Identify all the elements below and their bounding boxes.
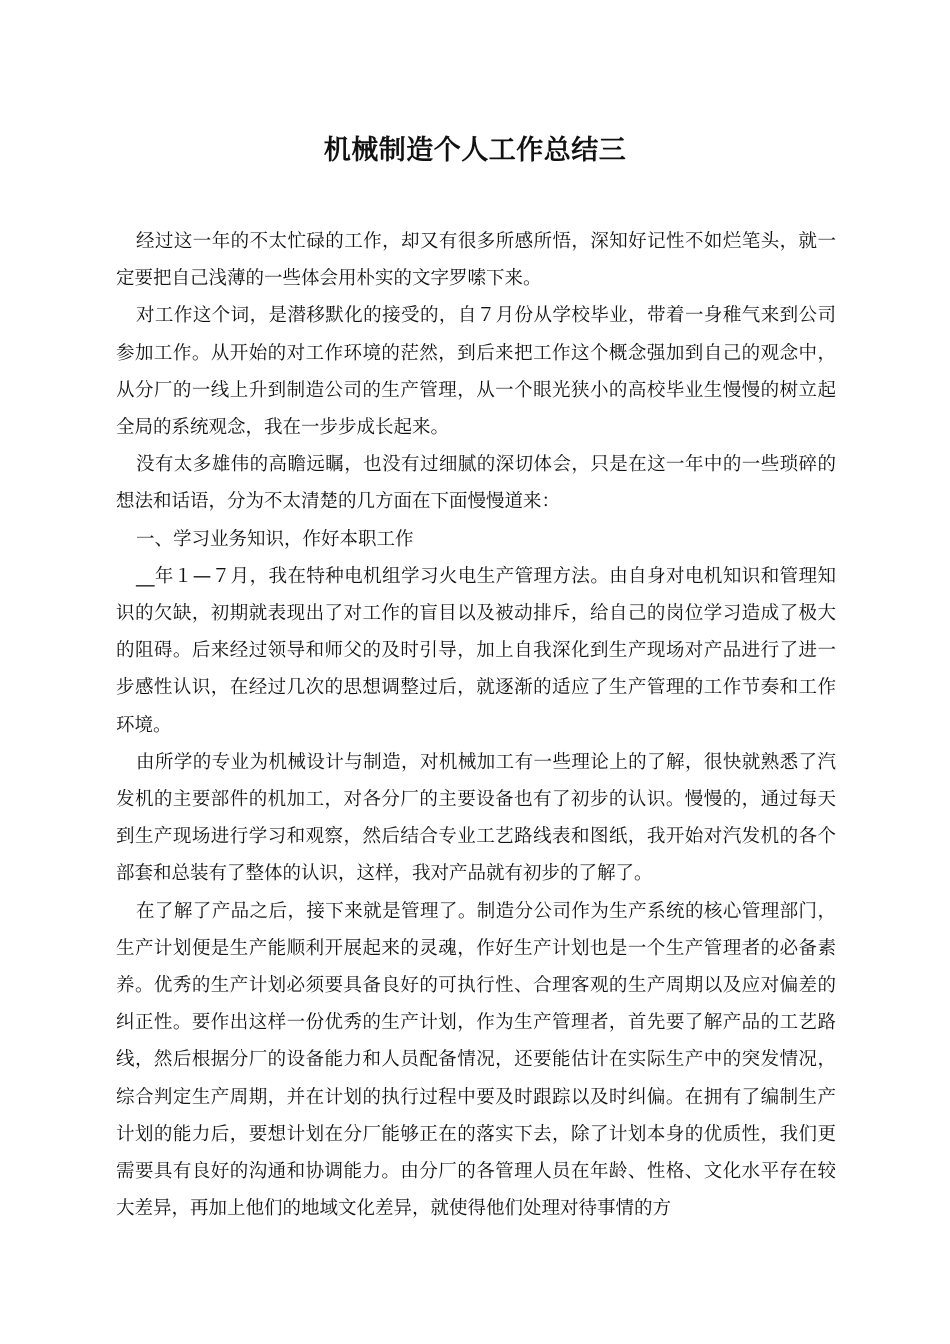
document-title: 机械制造个人工作总结三 bbox=[323, 135, 627, 166]
paragraph-work-start: 对工作这个词，是潜移默化的接受的，自７月份从学校毕业，带着一身稚气来到公司参加工作。从开始的对工作环境的茫然，到后来把工作这个概念强加到自己的观念中，从分厂的一线上升到制造公司的生产管理，从一个眼光狭小的高校毕业生慢慢的树立起全局的系统观念，我在一步步成长起来。 bbox=[116, 305, 836, 439]
paragraph-product: 由所学的专业为机械设计与制造，对机械加工有一些理论上的了解，很快就熟悉了汽发机的主要部件的机加工，对各分厂的主要设备也有了初步的认识。慢慢的，通过每天到生产现场进行学习和观察，然后结合专业工艺路线表和图纸，我开始对汽发机的各个部套和总装有了整体的认识，这样，我对产品就有初步的了解了。 bbox=[116, 751, 836, 885]
paragraph-study: __年１—７月，我在特种电机组学习火电生产管理方法。由自身对电机知识和管理知识的欠缺，初期就表现出了对工作的盲目以及被动排斥，给自己的岗位学习造成了极大的阻碍。后来经过领导和师父的及时引导，加上自我深化到生产现场对产品进行了进一步感性认识，在经过几次的思想调整过后，就逐渐的适应了生产管理的工作节奏和工作环境。 bbox=[116, 565, 836, 736]
paragraph-intro: 经过这一年的不太忙碌的工作，却又有很多所感所悟，深知好记性不如烂笔头，就一定要把自己浅薄的一些体会用朴实的文字罗嗦下来。 bbox=[116, 231, 836, 290]
paragraph-management: 在了解了产品之后，接下来就是管理了。制造分公司作为生产系统的核心管理部门，生产计划便是生产能顺利开展起来的灵魂，作好生产计划也是一个生产管理者的必备素养。优秀的生产计划必须要具备良好的可执行性、合理客观的生产周期以及应对偏差的纠正性。要作出这样一份优秀的生产计划，作为生产管理者，首先要了解产品的工艺路线，然后根据分厂的设备能力和人员配备情况，还要能估计在实际生产中的突发情况，综合判定生产周期，并在计划的执行过程中要及时跟踪以及时纠偏。在拥有了编制生产计划的能力后，要想计划在分厂能够正在的落实下去，除了计划本身的优质性，我们更需要具有良好的沟通和协调能力。由分厂的各管理人员在年龄、性格、文化水平存在较大差异，再加上他们的地域文化差异，就使得他们处理对待事情的方 bbox=[116, 900, 836, 1220]
paragraph-overview: 没有太多雄伟的高瞻远瞩，也没有过细腻的深切体会，只是在这一年中的一些琐碎的想法和话语，分为不太清楚的几方面在下面慢慢道来： bbox=[116, 454, 836, 513]
document-body bbox=[116, 223, 836, 1227]
section-heading-1: 一、学习业务知识，作好本职工作 bbox=[136, 528, 414, 550]
